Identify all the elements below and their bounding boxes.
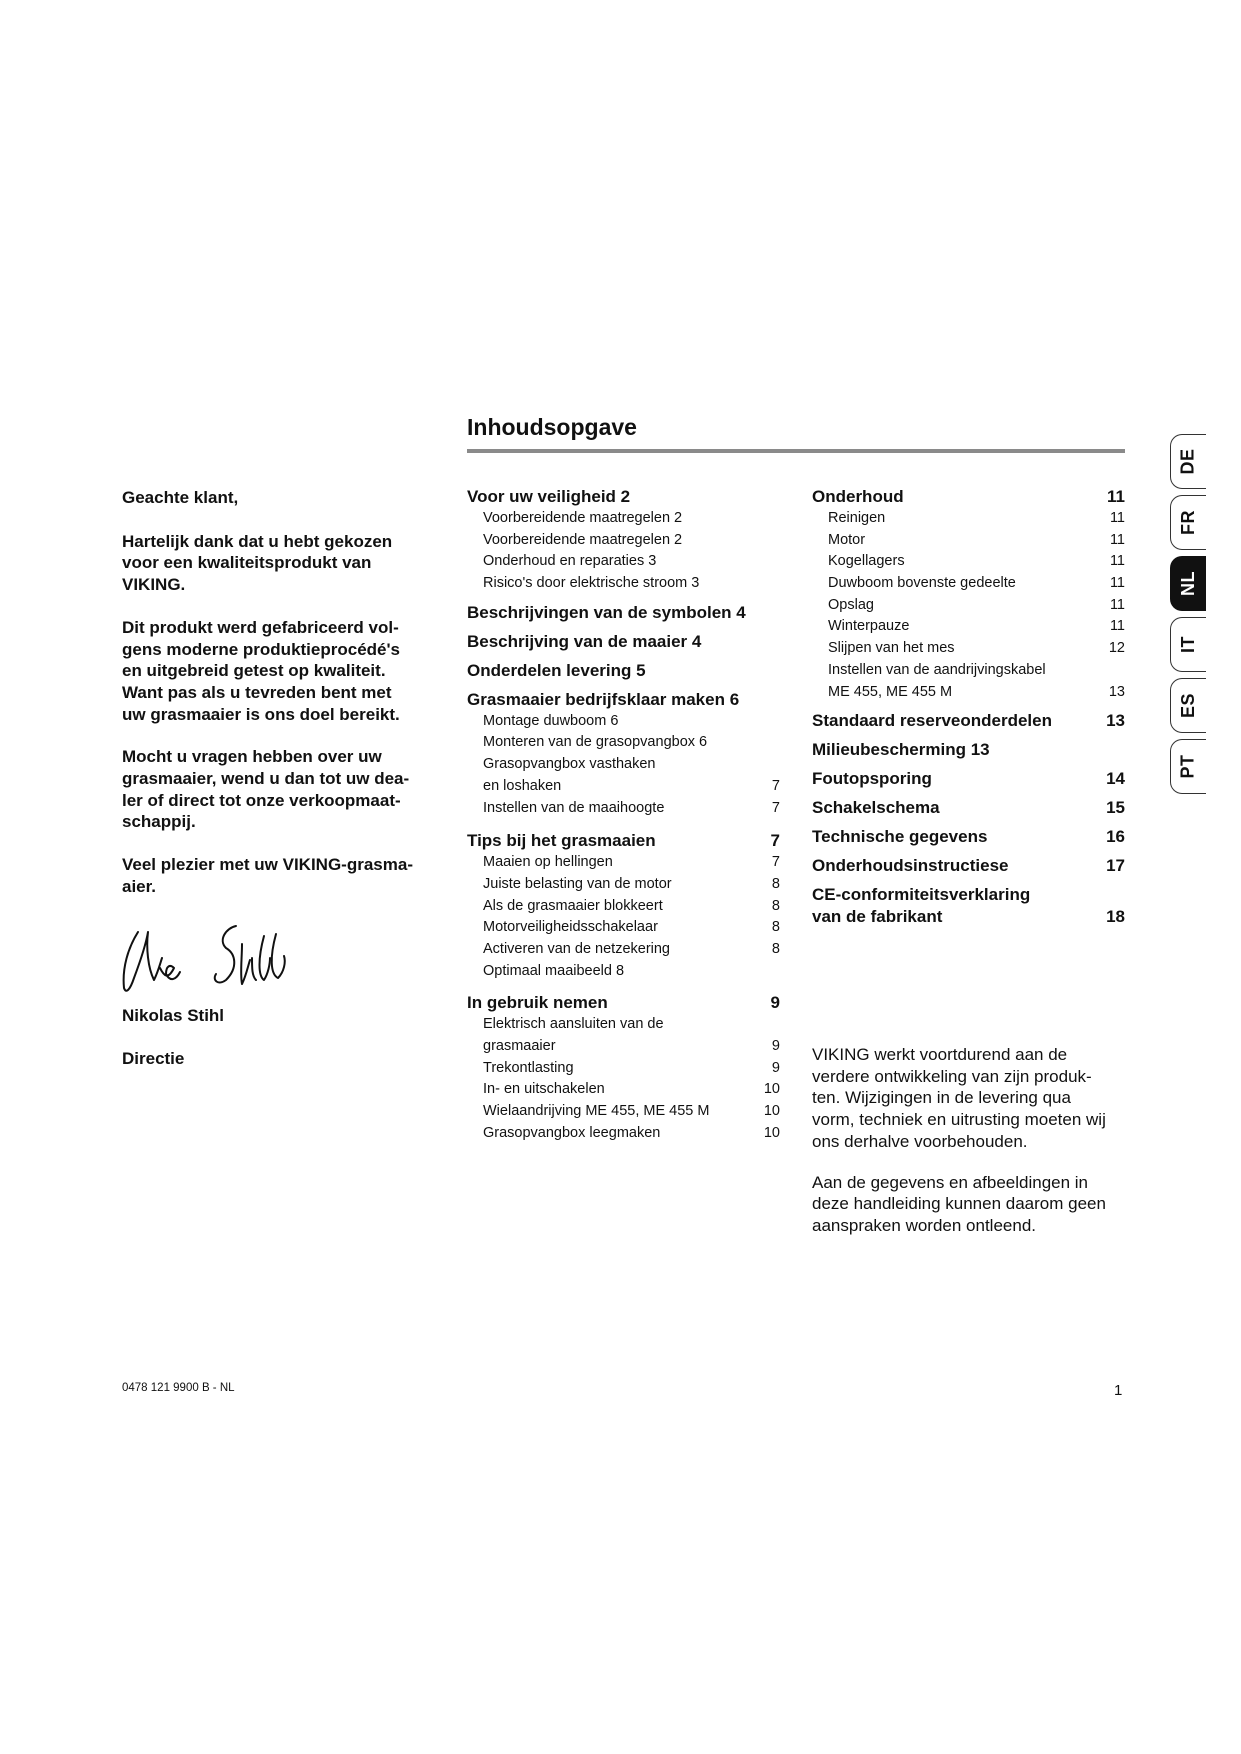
toc-entry[interactable]: Grasopvangbox leegmaken 10 bbox=[483, 1124, 780, 1141]
toc-entry[interactable]: Beschrijving van de maaier 4 bbox=[467, 631, 702, 651]
toc-entry[interactable]: Monteren van de grasopvangbox 6 bbox=[483, 734, 708, 751]
toc-entry[interactable]: Motor 11 bbox=[828, 531, 1125, 548]
letter-greeting: Geachte klant, bbox=[122, 488, 239, 507]
toc-entry[interactable]: Grasopvangbox vasthaken bbox=[483, 756, 656, 773]
toc-entry[interactable]: Reinigen 11 bbox=[828, 510, 1125, 526]
toc-entry[interactable]: Voor uw veiligheid 2 bbox=[467, 487, 631, 506]
disclaimer-notice bbox=[812, 1044, 1132, 1237]
toc-entry[interactable]: Wielaandrijving ME 455, ME 455 M 10 bbox=[483, 1103, 780, 1120]
toc-column-right bbox=[812, 486, 1125, 928]
toc-entry[interactable]: Instellen van de aandrijvingskabel bbox=[828, 661, 1046, 678]
toc-entry[interactable]: Voorbereidende maatregelen 2 bbox=[483, 531, 683, 548]
toc-entry[interactable]: Motorveiligheidsschakelaar 8 bbox=[483, 919, 780, 936]
toc-entry[interactable]: Standaard reserveonderdelen 13 bbox=[812, 711, 1125, 731]
language-tab-it[interactable]: IT bbox=[1170, 617, 1206, 672]
toc-entry[interactable]: In- en uitschakelen 10 bbox=[483, 1081, 780, 1098]
language-tab-pt[interactable]: PT bbox=[1170, 739, 1206, 794]
toc-entry[interactable]: grasmaaier 9 bbox=[483, 1038, 780, 1054]
language-tab-de[interactable]: DE bbox=[1170, 434, 1206, 489]
notice-paragraph: VIKING werkt voortdurend aan de verdere ontwikkeling van zijn produk- ten. Wijzigingen in de levering qua vorm, techniek en uitrusting moeten wij ons derhalve voorbehouden. bbox=[812, 1045, 1106, 1151]
toc-entry[interactable]: Milieubescherming 13 bbox=[812, 740, 990, 760]
language-tab-nl[interactable]: NL bbox=[1170, 556, 1206, 611]
toc-entry[interactable]: Elektrisch aansluiten van de bbox=[483, 1016, 664, 1033]
handwritten-signature bbox=[118, 918, 288, 998]
notice-paragraph: Aan de gegevens en afbeeldingen in deze handleiding kunnen daarom geen aanspraken worden ontleend. bbox=[812, 1172, 1106, 1235]
title-divider bbox=[467, 449, 1125, 453]
letter-thanks: Hartelijk dank dat u hebt gekozen voor een kwaliteitsprodukt van VIKING. bbox=[122, 531, 393, 595]
toc-entry[interactable]: Instellen van de maaihoogte 7 bbox=[483, 799, 780, 816]
page-number: 1 bbox=[1114, 1382, 1123, 1399]
letter-wishes: Veel plezier met uw VIKING-grasma- aier. bbox=[122, 855, 413, 896]
signer-name: Nikolas Stihl bbox=[122, 1006, 225, 1025]
language-tab-es[interactable]: ES bbox=[1170, 678, 1206, 733]
toc-entry[interactable]: Voorbereidende maatregelen 2 bbox=[483, 510, 683, 526]
toc-entry[interactable]: Tips bij het grasmaaien 7 bbox=[467, 831, 780, 851]
toc-entry[interactable]: Juiste belasting van de motor 8 bbox=[483, 875, 780, 892]
toc-entry[interactable]: Schakelschema 15 bbox=[812, 798, 1125, 818]
toc-entry[interactable]: In gebruik nemen 9 bbox=[467, 993, 780, 1013]
document-number: 0478 121 9900 B - NL bbox=[122, 1382, 235, 1394]
toc-entry[interactable]: Duwboom bovenste gedeelte 11 bbox=[828, 575, 1125, 592]
signer-role: Directie bbox=[122, 1049, 185, 1068]
language-tabs bbox=[1170, 434, 1208, 800]
toc-entry[interactable]: Risico's door elektrische stroom 3 bbox=[483, 575, 700, 592]
toc-entry[interactable]: Onderhoud 11 bbox=[812, 487, 1125, 506]
toc-entry[interactable]: Technische gegevens 16 bbox=[812, 827, 1125, 847]
toc-entry[interactable]: Opslag 11 bbox=[828, 596, 1125, 613]
toc-entry[interactable]: Trekontlasting 9 bbox=[483, 1059, 780, 1076]
toc-entry[interactable]: Als de grasmaaier blokkeert 8 bbox=[483, 897, 780, 914]
toc-entry[interactable]: Onderhoud en reparaties 3 bbox=[483, 553, 657, 570]
toc-entry[interactable]: Winterpauze 11 bbox=[828, 618, 1125, 635]
welcome-letter bbox=[122, 487, 442, 898]
toc-entry[interactable]: Onderdelen levering 5 bbox=[467, 660, 646, 680]
toc-entry[interactable]: Beschrijvingen van de symbolen 4 bbox=[467, 602, 746, 622]
toc-entry[interactable]: Activeren van de netzekering 8 bbox=[483, 940, 780, 957]
toc-entry[interactable]: Onderhoudsinstructiese 17 bbox=[812, 856, 1125, 876]
toc-entry[interactable]: Optimaal maaibeeld 8 bbox=[483, 962, 625, 979]
toc-entry[interactable]: CE-conformiteitsverklaring bbox=[812, 885, 1031, 905]
letter-product: Dit produkt werd gefabriceerd vol- gens moderne produktieprocédé's en uitgebreid getest op kwaliteit. Want pas als u tevreden bent met uw grasmaaier is ons doel bereikt. bbox=[122, 617, 400, 724]
toc-entry[interactable]: Kogellagers 11 bbox=[828, 553, 1125, 570]
language-tab-fr[interactable]: FR bbox=[1170, 495, 1206, 550]
toc-entry[interactable]: van de fabrikant 18 bbox=[812, 907, 1125, 927]
toc-entry[interactable]: Foutopsporing 14 bbox=[812, 769, 1125, 789]
toc-entry[interactable]: ME 455, ME 455 M 13 bbox=[828, 683, 1125, 700]
page-title: Inhoudsopgave bbox=[467, 414, 637, 440]
toc-entry[interactable]: Grasmaaier bedrijfsklaar maken 6 bbox=[467, 689, 740, 709]
toc-entry[interactable]: en loshaken 7 bbox=[483, 777, 780, 794]
toc-entry[interactable]: Maaien op hellingen 7 bbox=[483, 854, 780, 871]
toc-column-left bbox=[467, 486, 780, 1144]
letter-questions: Mocht u vragen hebben over uw grasmaaier, wend u dan tot uw dea- ler of direct tot onze verkoopmaat- schappij. bbox=[122, 747, 410, 832]
toc-entry[interactable]: Montage duwboom 6 bbox=[483, 712, 619, 729]
toc-entry[interactable]: Slijpen van het mes 12 bbox=[828, 640, 1125, 657]
